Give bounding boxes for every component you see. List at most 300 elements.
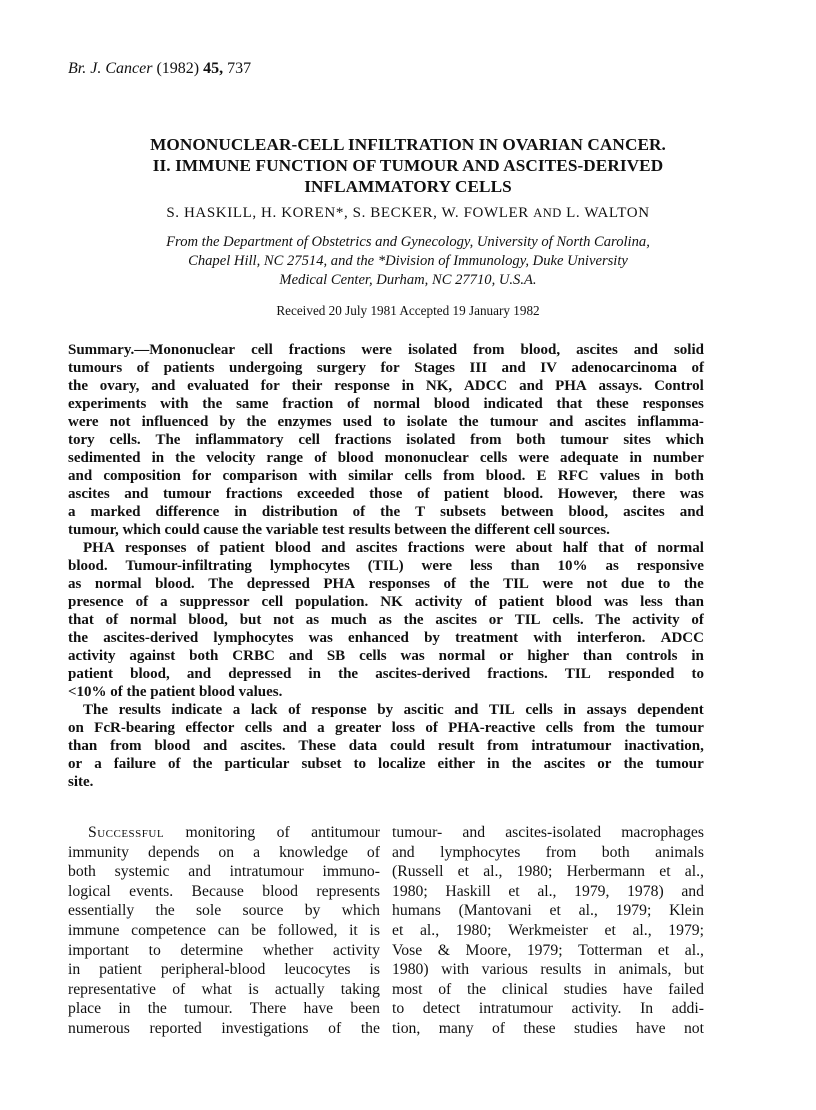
word: tumour xyxy=(560,432,609,448)
word: ascitic xyxy=(403,702,444,718)
word: cells xyxy=(359,648,387,664)
word: of xyxy=(328,1019,342,1037)
word: assays. xyxy=(598,378,643,394)
text-line xyxy=(68,359,704,377)
word: normal xyxy=(129,612,177,628)
text-line xyxy=(68,539,704,557)
word: number xyxy=(653,450,704,466)
affiliation-line: From the Department of Obstetrics and Gynecology, University of North Carolina, xyxy=(166,234,650,250)
word: patients xyxy=(163,360,215,376)
word: & xyxy=(437,941,450,959)
word: Control xyxy=(654,378,704,394)
word: the xyxy=(458,414,479,430)
word: with xyxy=(441,961,470,979)
word: et xyxy=(508,882,520,900)
word: distribution xyxy=(261,504,338,520)
word: exceeded xyxy=(297,486,355,502)
word: lymphocytes xyxy=(269,558,350,574)
word: of xyxy=(105,612,119,628)
text-line xyxy=(392,862,704,882)
word: results xyxy=(118,702,161,718)
text-line xyxy=(392,980,704,1000)
word: and xyxy=(681,882,704,900)
word: blood xyxy=(337,450,374,466)
word: of xyxy=(634,540,647,556)
word: There xyxy=(249,1000,287,1018)
word: were xyxy=(542,576,573,592)
word: of xyxy=(136,360,150,376)
word: to xyxy=(353,756,367,772)
word: in xyxy=(691,648,704,664)
word: a xyxy=(94,756,102,772)
word: values xyxy=(599,468,640,484)
word: competence xyxy=(131,921,207,939)
word: to xyxy=(148,941,161,959)
word: intratumour xyxy=(229,863,304,881)
word: various xyxy=(481,961,528,979)
word: whether xyxy=(262,941,314,959)
word: these xyxy=(596,396,629,412)
word: from xyxy=(443,468,475,484)
word: from xyxy=(110,738,142,754)
word: ascites xyxy=(68,486,110,502)
word: 1980; xyxy=(455,921,492,939)
word: knowledge xyxy=(279,843,348,861)
word: activity xyxy=(68,648,116,664)
word: cell xyxy=(251,342,273,358)
word: as xyxy=(378,612,392,628)
word: the xyxy=(338,666,359,682)
word: failed xyxy=(668,980,704,998)
word: source xyxy=(242,902,284,920)
word: immune xyxy=(68,921,120,939)
text-line xyxy=(68,901,380,921)
word: most xyxy=(392,980,423,998)
word: ascites xyxy=(623,504,665,520)
word: population. xyxy=(295,594,369,610)
word: normal xyxy=(94,576,142,592)
word: is xyxy=(369,921,380,939)
word: TIL xyxy=(488,702,515,718)
word: PHA-reactive xyxy=(448,720,536,736)
word: blood, xyxy=(568,504,609,520)
text-line xyxy=(68,701,704,719)
word: from xyxy=(470,432,502,448)
text-line xyxy=(392,823,704,843)
word: al., xyxy=(632,921,652,939)
word: mononuclear xyxy=(384,450,469,466)
text-line xyxy=(392,1019,704,1039)
word: essentially xyxy=(68,902,135,920)
text-line xyxy=(68,485,704,503)
word: inflamma- xyxy=(637,414,704,430)
word: both xyxy=(674,468,704,484)
word: important xyxy=(68,941,129,959)
word: fraction xyxy=(282,396,334,412)
word: al., xyxy=(684,941,704,959)
word: of xyxy=(196,540,210,556)
word: for xyxy=(260,378,280,394)
word: of xyxy=(438,980,452,998)
word: monitoring xyxy=(185,824,256,841)
word: patient xyxy=(219,540,265,556)
word: depressed xyxy=(228,666,292,682)
word: range xyxy=(266,450,304,466)
text-line xyxy=(68,395,704,413)
text-line xyxy=(68,980,380,1000)
word: both xyxy=(516,432,546,448)
word: cells. xyxy=(109,432,141,448)
word: tumour xyxy=(162,486,212,502)
word: have xyxy=(622,980,653,998)
body-line xyxy=(68,823,380,843)
word: of xyxy=(366,843,380,861)
word: both xyxy=(189,648,219,664)
word: clinical xyxy=(501,980,548,998)
word: a xyxy=(68,504,76,520)
word: as xyxy=(605,558,619,574)
word: half xyxy=(562,540,588,556)
word: the xyxy=(68,378,88,394)
word: to xyxy=(392,1000,405,1018)
word: investigations xyxy=(221,1019,309,1037)
word: sedimented xyxy=(68,450,141,466)
word: and xyxy=(188,863,211,881)
word: the xyxy=(403,612,424,628)
word: ADCC xyxy=(463,378,508,394)
text-line xyxy=(68,575,704,593)
word: responded xyxy=(607,666,675,682)
word: followed, xyxy=(277,921,338,939)
word: T xyxy=(415,504,426,520)
word: much xyxy=(330,612,367,628)
word: on xyxy=(218,843,235,861)
text-line xyxy=(68,611,704,629)
word: enzymes xyxy=(277,414,332,430)
word: a xyxy=(253,843,261,861)
word: the xyxy=(683,576,704,592)
word: numerous xyxy=(68,1019,130,1037)
word: blood, xyxy=(188,612,228,628)
word: cells xyxy=(545,720,574,736)
word: cells. xyxy=(552,612,584,628)
word: a xyxy=(317,720,325,736)
word: place xyxy=(68,1000,102,1018)
word: the xyxy=(155,902,175,920)
word: tumour xyxy=(655,720,704,736)
word: the xyxy=(623,756,644,772)
word: about xyxy=(515,540,553,556)
word: adenocarcinoma xyxy=(571,360,677,376)
word: and xyxy=(186,666,212,682)
word: al., xyxy=(684,863,704,881)
word: were xyxy=(68,414,99,430)
word: ascites xyxy=(543,756,586,772)
word: same xyxy=(236,396,269,412)
word: animals, xyxy=(618,961,672,979)
word: taking xyxy=(340,980,380,998)
word: depressed xyxy=(246,576,310,592)
word: dependent xyxy=(637,702,704,718)
word: blood xyxy=(556,594,592,610)
word: interferon. xyxy=(576,630,646,646)
word: detect xyxy=(422,1000,461,1018)
word: due xyxy=(620,576,645,592)
word: NK xyxy=(380,594,403,610)
word: activity xyxy=(414,594,463,610)
word: The xyxy=(83,702,109,718)
text-line xyxy=(68,862,380,882)
word: were xyxy=(474,540,506,556)
word: treatment xyxy=(455,630,519,646)
body-text xyxy=(68,843,380,1039)
word: response xyxy=(311,702,367,718)
journal-volume: 45, xyxy=(203,60,224,77)
word: actually xyxy=(274,980,325,998)
word: et xyxy=(604,921,616,939)
word: CRBC xyxy=(232,648,275,664)
word: in xyxy=(151,450,165,466)
word: patient xyxy=(68,666,113,682)
word: III xyxy=(469,360,488,376)
word: influenced xyxy=(141,414,209,430)
word: there xyxy=(632,486,666,502)
word: Totterman xyxy=(578,941,643,959)
word: and xyxy=(68,468,93,484)
word: fractions xyxy=(288,342,346,358)
word: to xyxy=(691,666,704,682)
journal-page: 737 xyxy=(227,60,252,77)
word: of xyxy=(443,576,456,592)
word: ascites-isolated xyxy=(505,824,602,841)
journal-year: (1982) xyxy=(156,60,200,77)
word: blood, xyxy=(130,666,170,682)
word: and xyxy=(321,540,346,556)
text-line xyxy=(392,901,704,921)
word: have xyxy=(635,1019,666,1037)
word: isolate xyxy=(406,414,448,430)
word: is xyxy=(248,980,259,998)
word: Haskill xyxy=(445,882,491,900)
word: fractions xyxy=(225,486,283,502)
word: less xyxy=(470,558,493,574)
word: 1980) xyxy=(392,961,429,979)
summary-paragraph xyxy=(68,701,704,791)
word: Tumour-infiltrating xyxy=(125,558,252,574)
word: both xyxy=(68,863,96,881)
word: and xyxy=(633,342,658,358)
word: Stages xyxy=(414,360,456,376)
word: responses xyxy=(642,396,704,412)
word: logical xyxy=(68,882,111,900)
word: The xyxy=(208,576,234,592)
text-line xyxy=(68,737,704,755)
text-line xyxy=(392,999,704,1019)
word: of xyxy=(691,360,704,376)
word: in xyxy=(593,961,607,979)
word: of xyxy=(167,756,181,772)
word: in xyxy=(118,1000,131,1018)
text-line: tumour, which could cause the variable test results between the different cell sources. xyxy=(68,522,610,538)
word: to xyxy=(383,414,396,430)
word: experiments xyxy=(68,396,147,412)
word: ADCC xyxy=(660,630,704,646)
word: intratumour xyxy=(531,738,612,754)
word: not xyxy=(586,576,608,592)
author-list xyxy=(60,205,756,222)
word: In xyxy=(640,1000,654,1018)
body-column-left xyxy=(68,823,380,1039)
word: as xyxy=(305,612,320,628)
word: than xyxy=(674,594,704,610)
word: Summary.—Mononuclear xyxy=(68,342,236,358)
word: reported xyxy=(149,1019,202,1037)
word: and xyxy=(203,738,228,754)
word: can xyxy=(217,921,240,939)
word: the xyxy=(360,1019,380,1037)
word: cells xyxy=(244,720,273,736)
word: used xyxy=(342,414,372,430)
word: tion, xyxy=(392,1019,421,1037)
word: humans xyxy=(392,902,441,920)
text-line xyxy=(392,960,704,980)
word: of xyxy=(352,504,366,520)
word: responses xyxy=(368,576,430,592)
text-line xyxy=(68,593,704,611)
word: peripheral-blood xyxy=(160,961,266,979)
word: controls xyxy=(626,648,678,664)
word: inflammatory xyxy=(195,432,284,448)
word: et xyxy=(657,941,670,959)
word: and xyxy=(282,720,307,736)
word: blood. xyxy=(485,468,526,484)
word: enhanced xyxy=(348,630,409,646)
word: 1978) xyxy=(627,882,664,900)
word: blood. xyxy=(503,486,544,502)
word: that xyxy=(68,612,94,628)
word: et xyxy=(392,921,404,939)
word: but xyxy=(239,612,262,628)
text-line xyxy=(68,941,380,961)
word: failure xyxy=(113,756,156,772)
word: not xyxy=(109,414,131,430)
word: the xyxy=(380,504,401,520)
word: to xyxy=(657,576,671,592)
text-line xyxy=(68,665,704,683)
word: the xyxy=(192,756,213,772)
text-line xyxy=(68,999,380,1019)
word: (Russell xyxy=(392,863,444,881)
word: 1979; xyxy=(526,941,563,959)
word: However, xyxy=(557,486,618,502)
word: blood xyxy=(262,882,298,900)
word: greater xyxy=(334,720,382,736)
word: ascites-derived xyxy=(375,666,471,682)
word: PHA xyxy=(323,576,356,592)
word: of xyxy=(288,702,301,718)
word: were xyxy=(518,450,549,466)
word: et xyxy=(457,863,469,881)
word: blood, xyxy=(520,342,561,358)
body-text xyxy=(392,823,704,1039)
word: is xyxy=(369,961,380,979)
word: activity xyxy=(332,941,380,959)
word: tumour xyxy=(489,414,539,430)
word: represents xyxy=(316,882,380,900)
word: was xyxy=(400,648,425,664)
word: by xyxy=(377,702,394,718)
word: fractions. xyxy=(487,666,548,682)
word: composition xyxy=(103,468,181,484)
word: subsets xyxy=(440,504,486,520)
text-line xyxy=(392,843,704,863)
word: lack xyxy=(250,702,278,718)
word: and xyxy=(549,414,574,430)
word: fractions xyxy=(334,432,392,448)
word: blood. xyxy=(68,558,108,574)
received-dates: Received 20 July 1981 Accepted 19 January 1982 xyxy=(276,303,540,318)
word: in xyxy=(651,468,664,484)
word: of xyxy=(416,486,430,502)
word: responsive xyxy=(636,558,704,574)
text-line xyxy=(68,1019,380,1039)
word: marked xyxy=(90,504,141,520)
word: systemic xyxy=(114,863,170,881)
word: addi- xyxy=(671,1000,704,1018)
word: et xyxy=(659,863,671,881)
word: from xyxy=(487,738,519,754)
text-line xyxy=(68,341,704,359)
word: 1979, xyxy=(574,882,610,900)
author-names: S. HASKILL, H. KOREN*, S. BECKER, W. FOWLER xyxy=(166,205,529,221)
word: than xyxy=(510,558,540,574)
word: RFC xyxy=(557,468,589,484)
word: or xyxy=(597,756,612,772)
word: by xyxy=(219,414,236,430)
word: and xyxy=(501,360,526,376)
text-line xyxy=(68,755,704,773)
word: of xyxy=(314,450,327,466)
word: effector xyxy=(185,720,235,736)
word: macrophages xyxy=(621,824,704,841)
word: tory xyxy=(68,432,95,448)
word: those xyxy=(369,486,403,502)
word: was xyxy=(308,630,333,646)
word: blood. xyxy=(155,576,195,592)
word: 10% xyxy=(557,558,588,574)
summary-abstract xyxy=(68,341,704,791)
text-line xyxy=(68,843,380,863)
word: adequate xyxy=(560,450,619,466)
word: in xyxy=(563,702,576,718)
word: depends xyxy=(148,843,200,861)
word: assays xyxy=(586,702,627,718)
word: were xyxy=(361,342,392,358)
word: ascites-derived xyxy=(103,630,199,646)
word: immuno- xyxy=(322,863,380,881)
word: cells xyxy=(525,702,553,718)
title-line: MONONUCLEAR-CELL INFILTRATION IN OVARIAN CANCER. xyxy=(150,135,666,154)
word: patient xyxy=(444,486,489,502)
word: activity. xyxy=(571,1000,622,1018)
word: of xyxy=(135,594,149,610)
text-line xyxy=(392,882,704,902)
word: 1980; xyxy=(392,882,428,900)
word: in xyxy=(487,756,500,772)
word: sole xyxy=(195,902,222,920)
text-line: <10% of the patient blood values. xyxy=(68,684,283,700)
word: than xyxy=(582,648,613,664)
